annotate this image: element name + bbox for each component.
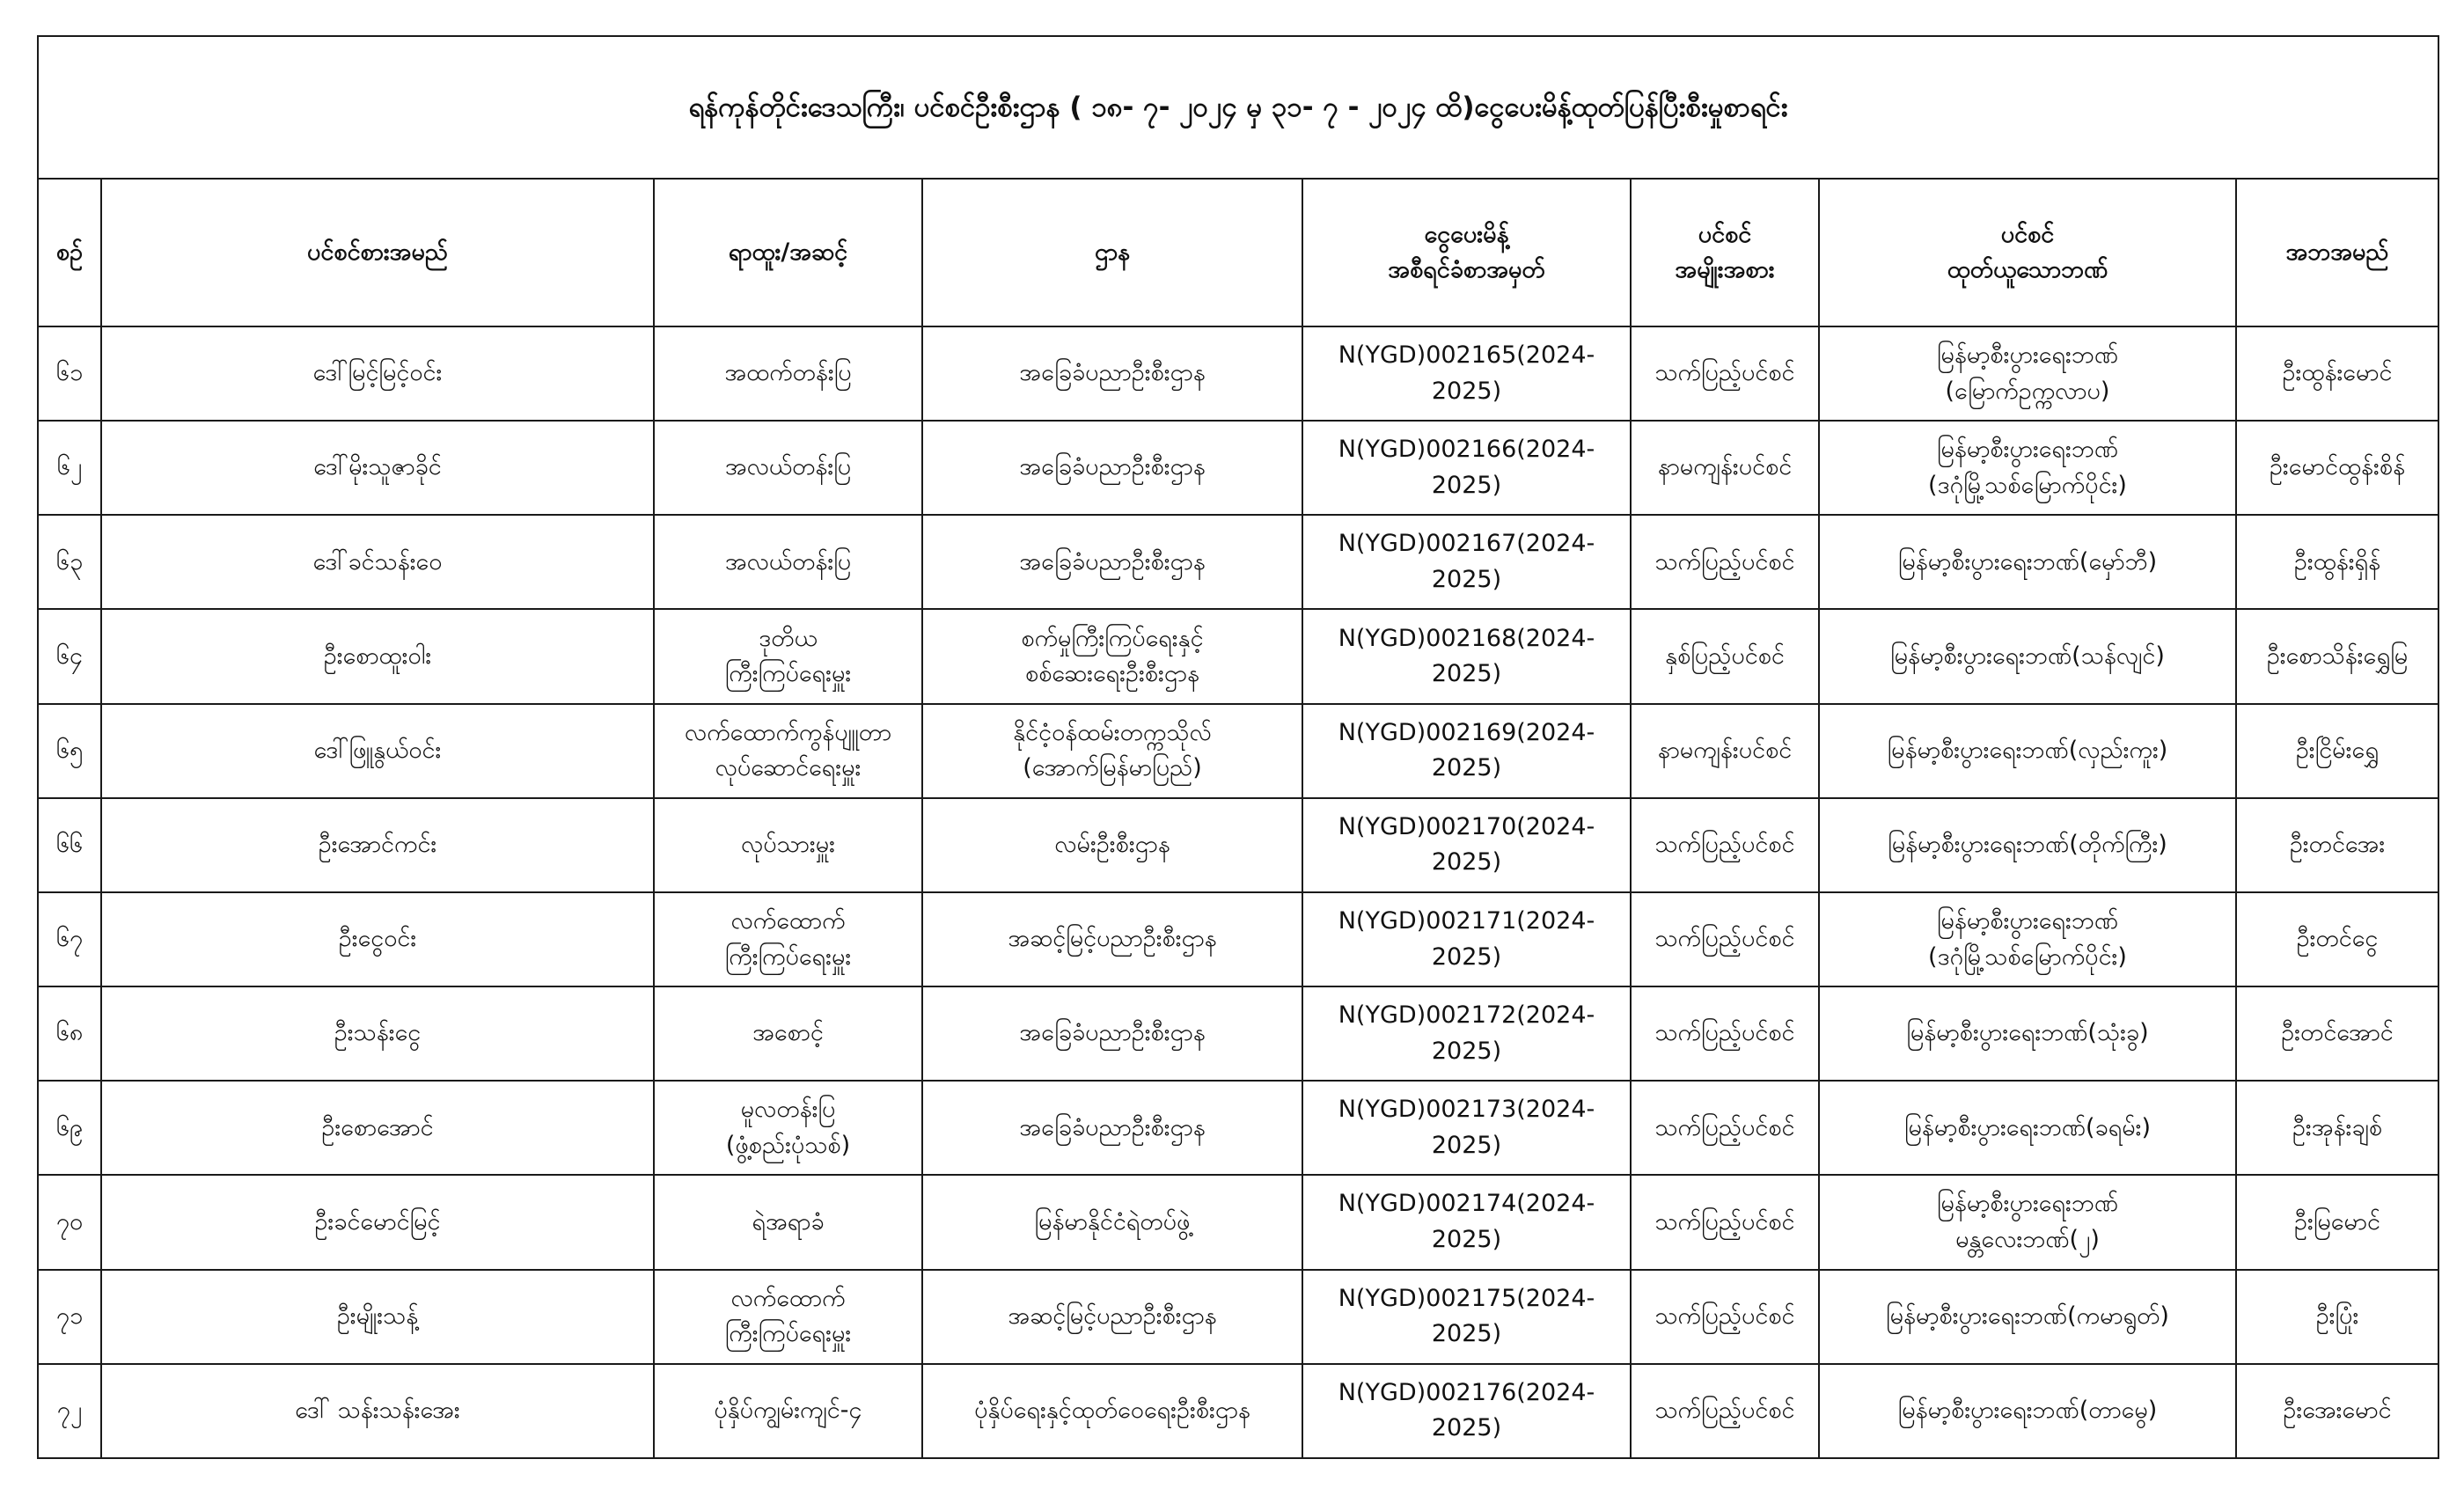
cell-line: ဦးတင်အောင် [2281,1019,2394,1047]
cell-report-no [1302,1081,1631,1175]
cell-line: N(YGD)002176(2024-2025) [1338,1378,1595,1442]
cell-line: နာမကျန်းပင်စင် [1657,736,1793,764]
cell-pension-type [1631,1175,1819,1269]
cell-line: N(YGD)002171(2024-2025) [1338,907,1595,971]
cell-line: မန္တလေးဘဏ်(၂) [1955,1225,2100,1253]
cell-line: N(YGD)002174(2024-2025) [1338,1190,1595,1253]
cell-line: မြန်မာ့စီးပွားရေးဘဏ်(မှော်ဘီ) [1897,547,2158,576]
cell-pension-type [1631,1270,1819,1364]
cell-line: ပုံနှိပ်ကျွမ်းကျင်-၄ [714,1397,862,1425]
cell-line: မြန်မာ့စီးပွားရေးဘဏ်(ခရမ်း) [1903,1113,2152,1141]
cell-department [922,326,1302,421]
cell-line: သက်ပြည့်ပင်စင် [1654,1302,1795,1330]
cell-serial-no [38,892,101,986]
cell-pensioner-name [101,704,654,798]
cell-line: သက်ပြည့်ပင်စင် [1654,547,1795,576]
cell-father-name [2236,609,2438,703]
cell-line: ၆၆ [55,831,84,859]
cell-serial-no [38,1175,101,1269]
table-row [38,515,2438,609]
cell-department [922,704,1302,798]
cell-line: မြန်မာ့စီးပွားရေးဘဏ်(သုံးခွ) [1906,1019,2149,1047]
cell-pensioner-name [101,515,654,609]
table-row [38,798,2438,892]
cell-pension-type [1631,892,1819,986]
cell-line: ၆၁ [55,359,84,387]
cell-pension-type [1631,798,1819,892]
cell-line: ဦးမျိုးသန့် [336,1302,419,1330]
header-line: ပင်စင် [2000,220,2055,248]
cell-line: (မြောက်ဥက္ကလာပ) [1945,377,2110,405]
cell-serial-no [38,421,101,515]
cell-line: မူလတန်းပြ [740,1096,836,1124]
cell-line: (ဒဂုံမြို့သစ်မြောက်ပိုင်း) [1928,942,2127,971]
table-row [38,1364,2438,1458]
cell-father-name [2236,1270,2438,1364]
cell-report-no [1302,986,1631,1081]
cell-rank [654,1175,922,1269]
cell-line: N(YGD)002175(2024-2025) [1338,1284,1595,1348]
cell-line: စက်မှုကြီးကြပ်ရေးနှင့် [1021,624,1204,652]
cell-rank [654,421,922,515]
cell-line: မြန်မာ့စီးပွားရေးဘဏ်(တာမွေ) [1897,1397,2158,1425]
cell-report-no [1302,515,1631,609]
cell-line: အခြေခံပညာဦးစီးဌာန [1019,1019,1206,1047]
cell-bank [1819,421,2236,515]
cell-pensioner-name [101,421,654,515]
cell-line: အလယ်တန်းပြ [724,453,852,481]
cell-line: သက်ပြည့်ပင်စင် [1654,1397,1795,1425]
cell-line: အခြေခံပညာဦးစီးဌာန [1019,359,1206,387]
table-row [38,986,2438,1081]
cell-department [922,986,1302,1081]
cell-bank [1819,515,2236,609]
column-header-pension-type [1631,179,1819,326]
cell-line: သက်ပြည့်ပင်စင် [1654,1207,1795,1236]
table-row [38,1081,2438,1175]
cell-pension-type [1631,1081,1819,1175]
cell-father-name [2236,704,2438,798]
table-body [38,326,2438,1458]
cell-bank [1819,326,2236,421]
cell-line: သက်ပြည့်ပင်စင် [1654,1113,1795,1141]
cell-line: ဒေါ်မြင့်မြင့်ဝင်း [312,359,443,387]
cell-line: မြန်မာ့စီးပွားရေးဘဏ် [1936,1190,2119,1218]
cell-department [922,421,1302,515]
cell-rank [654,609,922,703]
cell-report-no [1302,798,1631,892]
cell-pension-type [1631,515,1819,609]
cell-line: ဦးစောထူးဝါး [323,642,432,670]
cell-father-name [2236,421,2438,515]
cell-line: (ဖွံ့စည်းပုံသစ်) [725,1131,851,1159]
cell-rank [654,798,922,892]
cell-pension-type [1631,421,1819,515]
cell-line: လက်ထောက် [730,907,846,935]
cell-pension-type [1631,326,1819,421]
header-line: ရာထူး/အဆင့် [728,238,848,266]
cell-report-no [1302,609,1631,703]
pension-list-table [37,35,2439,1459]
cell-serial-no [38,1364,101,1458]
cell-line: ဦးမောင်ထွန်းစိန် [2269,453,2406,481]
table-row [38,1270,2438,1364]
cell-pensioner-name [101,1270,654,1364]
cell-bank [1819,892,2236,986]
header-line: ဌာန [1094,238,1131,266]
column-header-department [922,179,1302,326]
cell-line: သက်ပြည့်ပင်စင် [1654,831,1795,859]
cell-pension-type [1631,1364,1819,1458]
header-line: အဘအမည် [2285,238,2389,266]
cell-rank [654,326,922,421]
cell-line: မြန်မာ့စီးပွားရေးဘဏ် [1936,907,2119,935]
cell-line: သက်ပြည့်ပင်စင် [1654,925,1795,953]
cell-line: ဦးထွန်းမောင် [2282,359,2393,387]
cell-rank [654,986,922,1081]
cell-rank [654,1081,922,1175]
cell-line: လက်ထောက်ကွန်ပျူတာ [684,718,892,746]
cell-department [922,892,1302,986]
column-header-no [38,179,101,326]
cell-pensioner-name [101,986,654,1081]
cell-line: အစောင့် [752,1019,824,1047]
cell-serial-no [38,326,101,421]
header-line: အစီရင်ခံစာအမှတ် [1388,256,1545,283]
table-row [38,1175,2438,1269]
cell-line: နှစ်ပြည့်ပင်စင် [1665,642,1785,670]
cell-line: ဒေါ်မိုးသူဇာခိုင် [313,453,442,481]
cell-line: ဦးသန်းငွေ [334,1019,422,1047]
cell-line: ဒေါ်ဖြူနွယ်ဝင်း [313,736,442,764]
cell-report-no [1302,1175,1631,1269]
cell-line: မြန်မာ့စီးပွားရေးဘဏ် [1936,341,2119,370]
cell-line: ၆၈ [55,1019,84,1047]
table-row [38,704,2438,798]
cell-line: ဦးစောသိန်းရွှေမြ [2266,642,2409,670]
cell-line: နာမကျန်းပင်စင် [1657,453,1793,481]
cell-line: ဦးတင်ငွေ [2296,925,2379,953]
cell-line: (အောက်မြန်မာပြည်) [1023,754,1202,782]
column-header-bank [1819,179,2236,326]
cell-line: N(YGD)002170(2024-2025) [1338,812,1595,876]
cell-serial-no [38,986,101,1081]
cell-line: အလယ်တန်းပြ [724,547,852,576]
cell-line: ကြီးကြပ်ရေးမှူး [724,1320,852,1348]
cell-report-no [1302,704,1631,798]
cell-line: N(YGD)002172(2024-2025) [1338,1001,1595,1065]
cell-line: မြန်မာ့စီးပွားရေးဘဏ် [1936,436,2119,464]
cell-line: ၆၉ [55,1113,84,1141]
cell-line: ပုံနှိပ်ရေးနှင့်ထုတ်ဝေရေးဦးစီးဌာန [974,1397,1250,1425]
cell-pensioner-name [101,1175,654,1269]
cell-line: ဦးအုန်းချစ် [2292,1113,2383,1141]
cell-father-name [2236,515,2438,609]
cell-serial-no [38,1081,101,1175]
cell-line: မြန်မာ့စီးပွားရေးဘဏ်(ကမာရွတ်) [1886,1302,2169,1330]
cell-pensioner-name [101,892,654,986]
header-line: စဉ် [55,238,84,266]
cell-line: ဒုတိယ [759,624,818,652]
cell-department [922,1270,1302,1364]
cell-pensioner-name [101,609,654,703]
cell-line: မြန်မာ့စီးပွားရေးဘဏ်(တိုက်ကြီး) [1888,831,2167,859]
cell-line: မြန်မာ့စီးပွားရေးဘဏ်(လှည်းကူး) [1887,736,2168,764]
cell-pensioner-name [101,1081,654,1175]
cell-line: N(YGD)002168(2024-2025) [1338,624,1595,688]
cell-line: ဦးပြုံး [2315,1302,2359,1330]
cell-report-no [1302,1270,1631,1364]
cell-line: ကြီးကြပ်ရေးမှူး [724,660,852,688]
cell-rank [654,1364,922,1458]
cell-father-name [2236,798,2438,892]
cell-line: ဦးငွေဝင်း [338,925,417,953]
cell-line: လုပ်သားမှူး [740,831,836,859]
cell-serial-no [38,515,101,609]
cell-line: ၇၂ [56,1397,83,1425]
cell-line: ဒေါ်ခင်သန်းဝေ [312,547,443,576]
cell-line: ဦးငြိမ်းရွှေ [2295,736,2380,764]
cell-line: အခြေခံပညာဦးစီးဌာန [1019,453,1206,481]
cell-pension-type [1631,609,1819,703]
cell-rank [654,1270,922,1364]
cell-serial-no [38,1270,101,1364]
cell-father-name [2236,1081,2438,1175]
cell-line: အခြေခံပညာဦးစီးဌာန [1019,1113,1206,1141]
cell-line: နိုင်ငံ့ဝန်ထမ်းတက္ကသိုလ် [1013,718,1212,746]
cell-pension-type [1631,986,1819,1081]
cell-report-no [1302,421,1631,515]
cell-report-no [1302,892,1631,986]
cell-report-no [1302,326,1631,421]
table-row [38,609,2438,703]
header-line: ထုတ်ယူသောဘဏ် [1947,256,2108,283]
cell-rank [654,892,922,986]
cell-line: လုပ်ဆောင်ရေးမှူး [715,754,862,782]
cell-report-no [1302,1364,1631,1458]
cell-line: ဦးစောအောင် [321,1113,434,1141]
cell-line: ၆၃ [55,547,84,576]
header-line: ပင်စင်စားအမည် [307,238,448,266]
cell-bank [1819,1364,2236,1458]
cell-line: ဦးမြမောင် [2294,1207,2380,1236]
cell-line: ကြီးကြပ်ရေးမှူး [724,942,852,971]
cell-father-name [2236,1175,2438,1269]
cell-father-name [2236,986,2438,1081]
cell-line: ဦးထွန်းရှိန် [2293,547,2381,576]
cell-department [922,609,1302,703]
cell-department [922,1081,1302,1175]
cell-line: N(YGD)002169(2024-2025) [1338,718,1595,782]
cell-serial-no [38,704,101,798]
table-row [38,326,2438,421]
header-line: ပင်စင် [1698,220,1752,248]
cell-line: ဦးအောင်ကင်း [318,831,437,859]
cell-line: ၇၁ [55,1302,84,1330]
cell-father-name [2236,326,2438,421]
cell-line: N(YGD)002166(2024-2025) [1338,436,1595,499]
cell-line: ၇၀ [55,1207,84,1236]
column-header-report-no [1302,179,1631,326]
cell-department [922,798,1302,892]
cell-line: N(YGD)002173(2024-2025) [1338,1096,1595,1159]
column-header-rank [654,179,922,326]
cell-line: ဦးတင်အေး [2289,831,2386,859]
cell-line: ဦးခင်မောင်မြင့် [314,1207,441,1236]
column-header-father-name [2236,179,2438,326]
cell-bank [1819,609,2236,703]
cell-line: N(YGD)002165(2024-2025) [1338,341,1595,405]
cell-bank [1819,798,2236,892]
cell-father-name [2236,892,2438,986]
cell-line: အထက်တန်းပြ [724,359,852,387]
cell-line: N(YGD)002167(2024-2025) [1338,530,1595,593]
cell-pensioner-name [101,1364,654,1458]
cell-line: ၆၄ [55,642,84,670]
cell-line: လမ်းဦးစီးဌာန [1054,831,1170,859]
cell-line: ၆၂ [56,453,83,481]
cell-line: အခြေခံပညာဦးစီးဌာန [1019,547,1206,576]
cell-bank [1819,1081,2236,1175]
cell-bank [1819,986,2236,1081]
table-row [38,421,2438,515]
cell-bank [1819,1270,2236,1364]
column-header-row [38,179,2438,326]
cell-line: လက်ထောက် [730,1284,846,1312]
table-row [38,892,2438,986]
cell-line: မြန်မာ့စီးပွားရေးဘဏ်(သန်လျင်) [1890,642,2165,670]
cell-rank [654,515,922,609]
cell-department [922,1364,1302,1458]
cell-pensioner-name [101,798,654,892]
cell-line: ဒေါ် သန်းသန်းအေး [295,1397,460,1425]
header-line: ငွေပေးမိန့် [1424,220,1509,248]
cell-line: သက်ပြည့်ပင်စင် [1654,1019,1795,1047]
cell-department [922,515,1302,609]
cell-line: ရဲအရာခံ [752,1207,825,1236]
cell-line: သက်ပြည့်ပင်စင် [1654,359,1795,387]
cell-pension-type [1631,704,1819,798]
header-line: အမျိုးအစား [1675,256,1775,283]
cell-line: မြန်မာနိုင်ငံရဲတပ်ဖွဲ့ [1034,1207,1191,1236]
cell-serial-no [38,609,101,703]
cell-line: အဆင့်မြင့်ပညာဦးစီးဌာန [1008,925,1217,953]
cell-bank [1819,1175,2236,1269]
cell-department [922,1175,1302,1269]
cell-line: ၆၇ [55,925,84,953]
cell-father-name [2236,1364,2438,1458]
cell-serial-no [38,798,101,892]
cell-pensioner-name [101,326,654,421]
cell-line: (ဒဂုံမြို့သစ်မြောက်ပိုင်း) [1928,471,2127,499]
cell-bank [1819,704,2236,798]
document-title: ရန်ကုန်တိုင်းဒေသကြီး၊ ပင်စင်ဦးစီးဌာန ( ၁၈- ၇- ၂၀၂၄ မှ ၃၁- ၇ - ၂၀၂၄ ထိ)ငွေပေးမိန့်ထုတ်ပြန်ပြီးစီးမှုစာရင်း [38,36,2438,179]
column-header-name [101,179,654,326]
cell-rank [654,704,922,798]
cell-line: ၆၅ [55,736,84,764]
cell-line: စစ်ဆေးရေးဦးစီးဌာန [1025,660,1199,688]
cell-line: ဦးအေးမောင် [2283,1397,2392,1425]
cell-line: အဆင့်မြင့်ပညာဦးစီးဌာန [1008,1302,1217,1330]
